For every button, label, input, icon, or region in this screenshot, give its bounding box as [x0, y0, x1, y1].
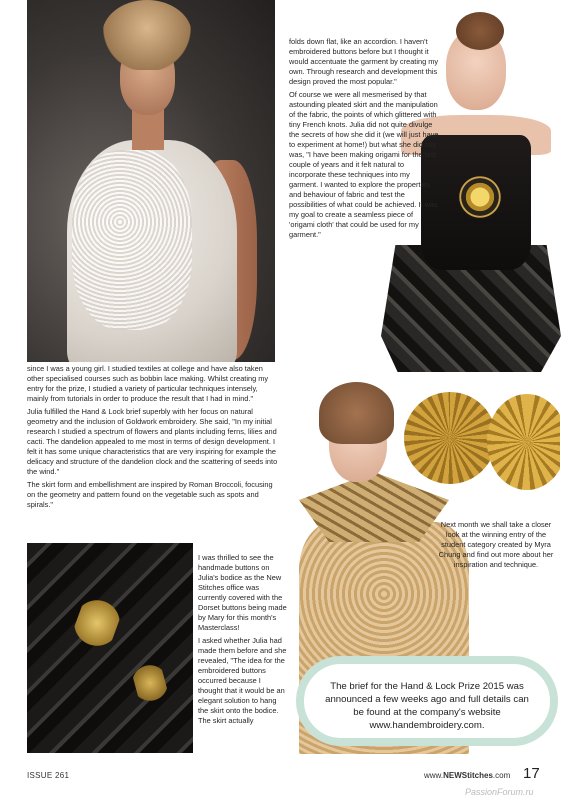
paragraph: I asked whether Julia had made them before and she revealed, "The idea for the embroidered buttons occurred because I thought that it would be an elegant solution to hang the skirt onto the bodice. The skirt actually: [198, 636, 287, 725]
goldwork-detail-2: [487, 394, 560, 490]
page-number: 17: [523, 765, 540, 782]
paragraph: since I was a young girl. I studied textiles at college and have also taken other specialised courses such as bobbin lace making. Whilst creating my entry for the prize, I studied a variety of particular techniques intensely, mainly from tutorials in order to produce the result that I had in mind.": [27, 364, 269, 403]
paragraph: The skirt form and embellishment are inspired by Roman Broccoli, focusing on the geometry and pattern found on the vegetable such as spots and spirals.": [27, 480, 273, 509]
callout-text: The brief for the Hand & Lock Prize 2015 was announced a few weeks ago and full details can be found at the company's website www.handembroidery.com.: [325, 681, 529, 731]
goldwork-detail-1: [404, 392, 496, 484]
narrow-column-text: [198, 553, 287, 729]
prize-callout-box: [296, 656, 558, 746]
site-brand: NEWStitches: [443, 771, 493, 780]
right-column-text: [289, 37, 439, 243]
main-column-text: [27, 364, 281, 513]
next-month-note: Next month we shall take a closer look at the winning entry of the student category created by Myra Chung and find out more about her inspiration and technique.: [438, 520, 554, 569]
paragraph: folds down flat, like an accordion. I haven't embroidered buttons before but I thought it would accentuate the garment by creating my own. Through research and development this design proved the most popular.": [289, 37, 439, 86]
site-suffix: .com: [492, 771, 511, 780]
magazine-website: [424, 771, 510, 780]
site-prefix: www.: [424, 771, 444, 780]
photo-origami-detail: [27, 543, 193, 753]
paragraph: Julia fulfilled the Hand & Lock brief superbly with her focus on natural geometry and the inclusion of Goldwork embroidery. She said, "In my initial research I studied a spectrum of flowers and plants including ferns, lilies and cacti. The dandelion appealed to me most in terms of design development. I felt it has some unique characteristics that are very inspiring for example the delicacy and structure of the dandelion clock and the scattering of seeds into the wind.": [27, 407, 278, 476]
paragraph: I was thrilled to see the handmade buttons on Julia's bodice as the New Stitches office was currently covered with the Dorset buttons being made by Mary for this month's Masterclass!: [198, 553, 287, 632]
watermark: PassionForum.ru: [465, 787, 534, 797]
issue-number: ISSUE 261: [27, 771, 70, 780]
paragraph: Of course we were all mesmerised by that astounding pleated skirt and the manipulation of the fabric, the points of which glittered with tiny French knots. Julia did not quite divulge the secrets of how she did it (we will just have to experiment at home!) but what she did say was, "I have been making origami for the last couple of years and it felt natural to incorporate these techniques into my garment. I wanted to explore the properties and behaviour of fabric and test the possibilities of what could be achieved. It was my goal to create a seamless piece of 'origami cloth' that could be used for my garment.": [289, 90, 439, 239]
photo-model-lace-top: [27, 0, 275, 362]
